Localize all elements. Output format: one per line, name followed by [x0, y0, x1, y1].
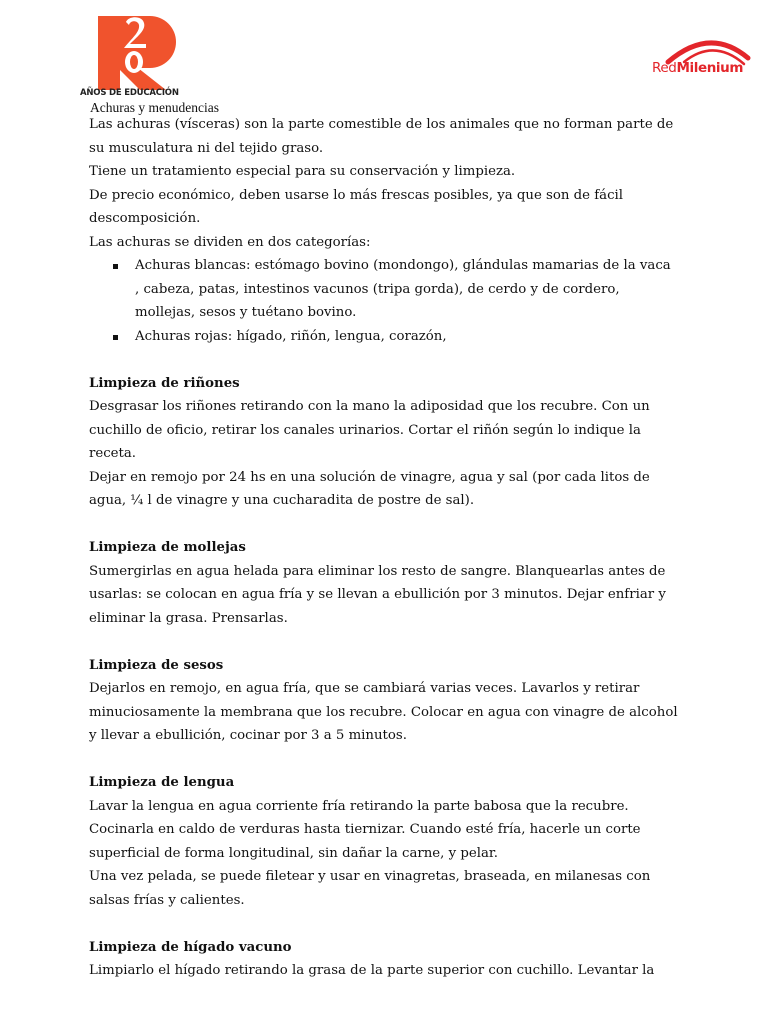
intro-paragraph: Las achuras (vísceras) son la parte comestible de los animales que no forman parte de su musculatura ni del tejido graso. — [89, 117, 674, 156]
intro-paragraph: De precio económico, deben usarse lo más frescas posibles, ya que son de fácil descomposición. — [89, 187, 624, 226]
section-heading: Limpieza de sesos — [89, 657, 224, 673]
list-item — [113, 325, 679, 349]
intro-paragraph: Tiene un tratamiento especial para su conservación y limpieza. — [89, 164, 516, 179]
document-body — [89, 113, 679, 983]
section-paragraph: Dejarlos en remojo, en agua fría, que se cambiará varias veces. Lavarlos y retirar minuciosamente la membrana que los recubre. Colocar en agua con vinagre de alcohol y llevar a ebullición, cocinar por 3 a 5 minutos. — [89, 681, 678, 743]
section-lengua — [89, 771, 679, 912]
section-paragraph: Una vez pelada, se puede filetear y usar en vinagretas, braseada, en milanesas con salsas frías y calientes. — [89, 869, 651, 908]
brand-name-part2: Milenium — [676, 60, 744, 76]
square-bullet-icon — [113, 264, 118, 269]
section-heading: Limpieza de hígado vacuno — [89, 939, 292, 955]
brand-name — [652, 60, 743, 76]
section-higado — [89, 936, 679, 983]
list-item — [113, 254, 679, 325]
education-logo — [80, 14, 188, 100]
section-paragraph: Lavar la lengua en agua corriente fría retirando la parte babosa que la recubre. Cocinarla en caldo de verduras hasta tiernizar. Cuando esté fría, hacerle un corte superficial de forma longitudinal, sin dañar la carne, y pelar. — [89, 798, 641, 861]
section-paragraph: Sumergirlas en agua helada para eliminar los resto de sangre. Blanquearlas antes de usarlas: se colocan en agua fría y se llevan a ebullición por 3 minutos. Dejar enfriar y eliminar la grasa. Prensarlas. — [89, 563, 666, 626]
logo-tagline: AÑOS DE EDUCACIÓN — [80, 88, 179, 98]
categories-list — [89, 254, 679, 348]
square-bullet-icon — [113, 335, 118, 340]
brand-name-part1: Red — [652, 60, 677, 76]
redmilenium-logo — [650, 32, 752, 80]
section-sesos — [89, 654, 679, 748]
intro-paragraph: Las achuras se dividen en dos categorías: — [89, 234, 371, 250]
section-paragraph: Limpiarlo el hígado retirando la grasa de la parte superior con cuchillo. Levantar la — [89, 963, 655, 978]
section-paragraph: Dejar en remojo por 24 hs en una solución de vinagre, agua y sal (por cada litos de agua, ¼ l de vinagre y una cucharadita de postre de sal). — [89, 469, 650, 508]
section-rinones — [89, 372, 679, 513]
section-heading: Limpieza de riñones — [89, 375, 240, 391]
list-item-text: Achuras blancas: estómago bovino (mondongo), glándulas mamarias de la vaca , cabeza, patas, intestinos vacunos (tripa gorda), de cerdo y de cordero, mollejas, sesos y tuétano bovino. — [135, 258, 671, 320]
section-paragraph: Desgrasar los riñones retirando con la mano la adiposidad que los recubre. Con un cuchillo de oficio, retirar los canales urinarios. Cortar el riñón según lo indique la receta. — [89, 399, 650, 461]
section-heading: Limpieza de mollejas — [89, 540, 246, 555]
section-heading: Limpieza de lengua — [89, 775, 235, 790]
list-item-text: Achuras rojas: hígado, riñón, lengua, corazón, — [135, 328, 447, 344]
section-mollejas — [89, 536, 679, 630]
document-title: Achuras y menudencias — [90, 100, 219, 115]
r-20-logo-icon — [80, 14, 188, 90]
